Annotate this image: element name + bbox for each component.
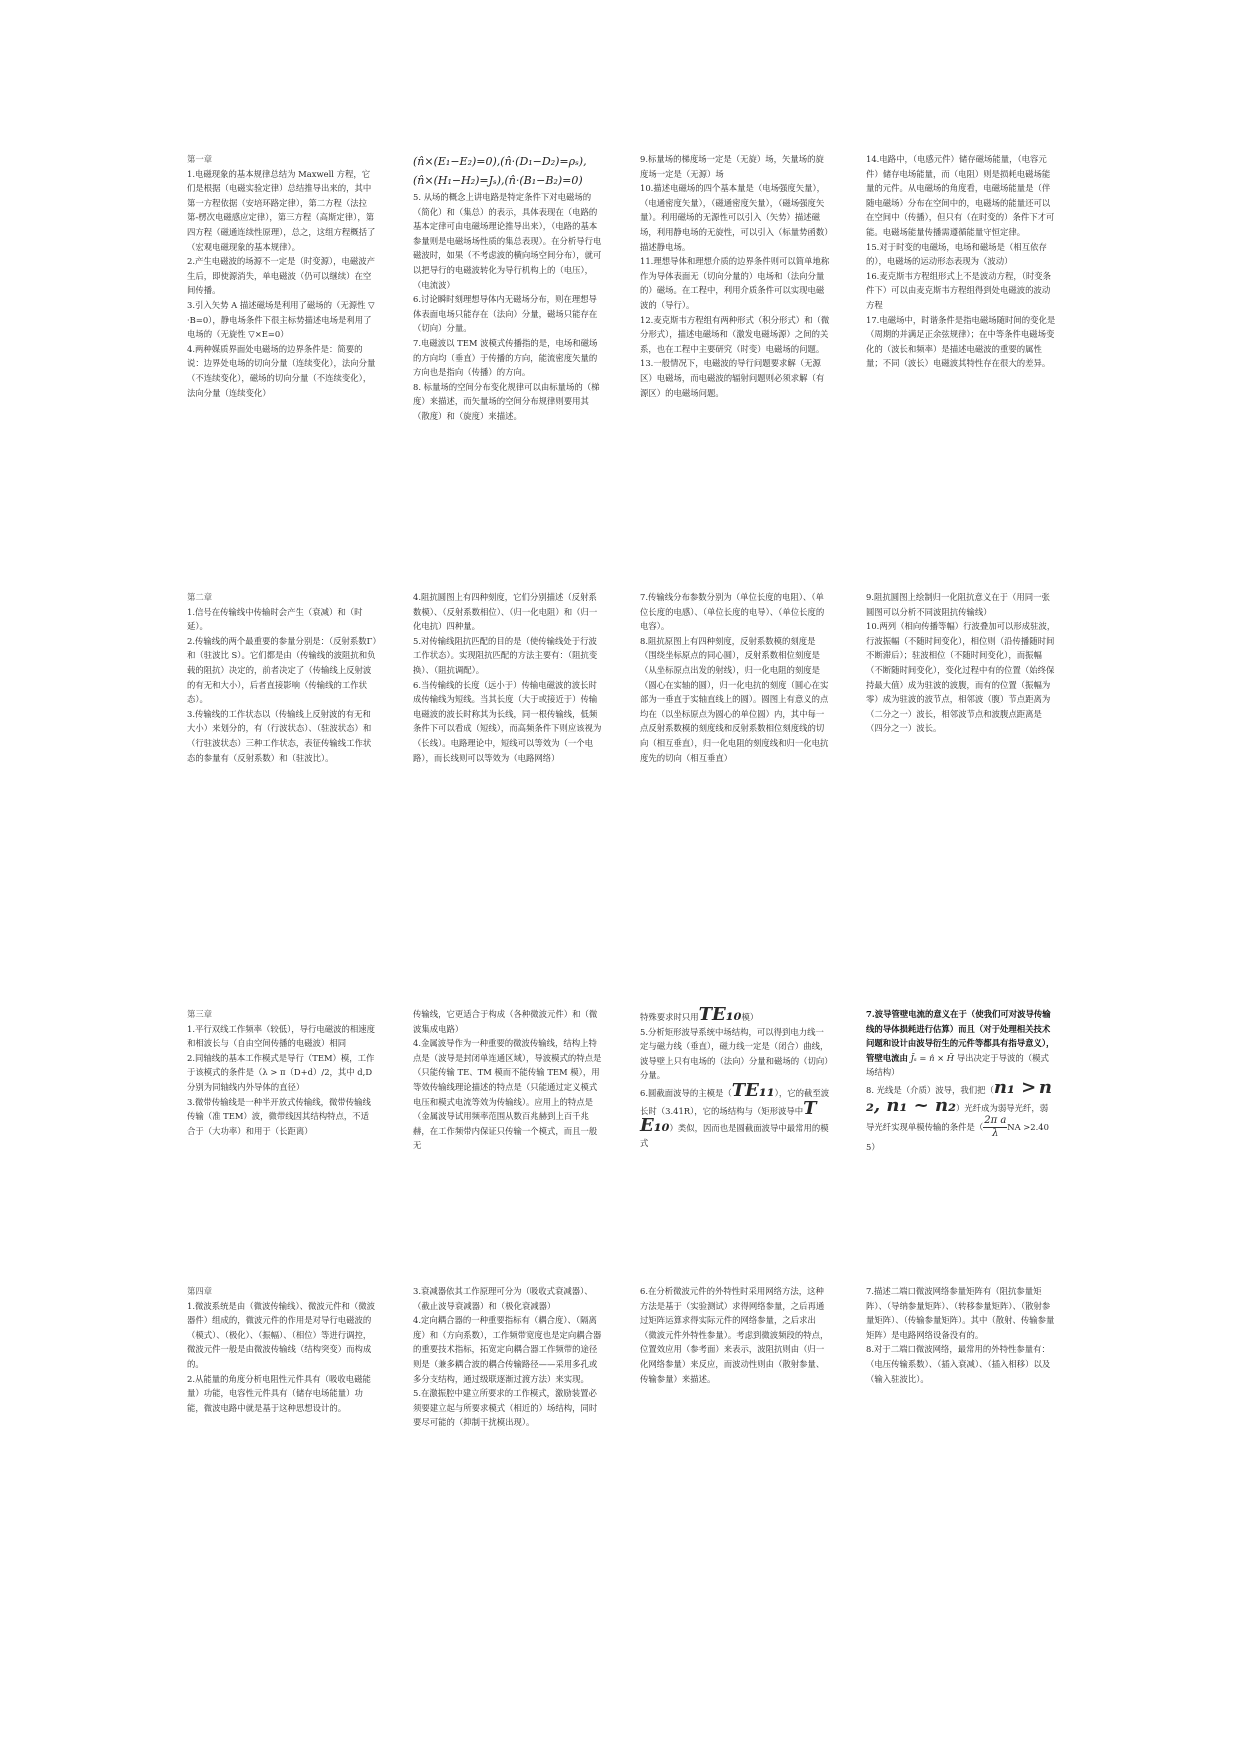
mode-symbol: TE₁₀: [640, 1097, 817, 1137]
mode-symbol: TE₁₁: [731, 1079, 775, 1101]
paragraph: 4.阻抗圆图上有四种刻度，它们分别描述（反射系数模）、（反射系数相位）、（归一化电阻）和（归一化电抗）四种量。: [413, 592, 598, 632]
chapter-title: 第三章: [187, 1009, 213, 1019]
chapter-title: 第四章: [187, 1286, 213, 1296]
text-span: ）光纤成为弱导光纤，弱导光纤实现单模传输的条件是（: [866, 1102, 1049, 1133]
paragraph: 2.传输线的两个最重要的参量分别是：（反射系数Γ）和（驻波比 S）。它们都是由（传输线的波阻抗和负载的阻抗）决定的，前者决定了（传输线上反射波的有无和大小），后者直接影响（传输线的工作状态）。: [187, 635, 377, 705]
paragraph: 7.传输线分布参数分别为（单位长度的电阻）、（单位长度的电感）、（单位长度的电导）、（单位长度的电容）。: [640, 592, 825, 632]
paragraph: 6.当传输线的长度（远小于）传输电磁波的波长时成传输线为短线。当其长度（大于或接近于）传输电磁波的波长时称其为长线，同一根传输线，低频条件下可以看成（短线），而高频条件下则应该视为（长线）。电路理论中，短线可以等效为（一个电路），而长线则可以等效为（电路网络）: [413, 679, 602, 763]
paragraph: 7.描述二端口微波网络参量矩阵有（阻抗参量矩阵）、（导纳参量矩阵）、（转移参量矩阵）、（散射参量矩阵）、（传输参量矩阵）。其中（散射、传输参量矩阵）是电路网络设备没有的。: [866, 1286, 1055, 1340]
ch2-column-4: [866, 590, 1056, 736]
paragraph: 10.两列（相向传播等幅）行波叠加可以形成驻波，行波振幅（不随时间变化），相位则（沿传播随时间不断滞后）；驻波相位（不随时间变化），而振幅（不断随时间变化），变化过程中有的位置（始终保持最大值）成为驻波的波腹，而有的位置（振幅为零）成为驻波的波节点，相邻波（腹）节点距离为（二分之一）波长，相邻波节点和波腹点距离是（四分之一）波长。: [866, 621, 1056, 734]
ch1-column-2: [413, 152, 603, 424]
text-span: NA >2.405）: [866, 1122, 1049, 1153]
paragraph: 4.定向耦合器的一种重要指标有（耦合度）、（隔离度）和（方向系数），工作频带宽度也是定向耦合器的重要技术指标，拓宽定向耦合器工作频带的途径则是（兼多耦合波的耦合传输路径——采用多孔或多分支结构，通过级联逐渐过渡方法）来实现。: [413, 1315, 602, 1384]
paragraph: 4.金属波导作为一种重要的微波传输线，结构上特点是（波导是封闭单连通区域），导波模式的特点是（只能传输 TE、TM 模而不能传输 TEM 模），用等效传输线理论描述的特点是（只能通过定义模式电压和模式电流等效为传输线）。应用上的特点是（金属波导试用频率范围从数百兆赫到上百千兆赫，在工作频带内保证只传输一个模式，而且一般无: [413, 1038, 602, 1151]
paragraph: 1.信号在传输线中传输时会产生（衰减）和（时延）。: [187, 606, 363, 632]
paragraph: 3.微带传输线是一种半开放式传输线，微带传输线传输（准 TEM）波，微带线因其结构特点，不适合于（大功率）和用于（长距离）: [187, 1096, 371, 1136]
paragraph: 11.理想导体和理想介质的边界条件则可以简单地称作为导体表面无（切向分量的）电场和（法向分量的）磁场。在工程中，利用介质条件可以实现电磁波的（导行）。: [640, 256, 830, 310]
paragraph: 12.麦克斯韦方程组有两种形式（积分形式）和（微分形式），描述电磁场和（激发电磁场源）之间的关系，也在工程中主要研究（时变）电磁场的问题。: [640, 314, 830, 354]
paragraph: 9.阻抗圆图上绘制归一化阻抗意义在于（用同一张圆图可以分析不同波阻抗传输线）: [866, 592, 1050, 617]
paragraph: 8. 标量场的空间分布变化规律可以由标量场的（梯度）来描述，而矢量场的空间分布规律则要用其（散度）和（旋度）来描述。: [413, 381, 600, 421]
fraction-denominator: λ: [983, 1127, 1007, 1140]
ch4-column-1: [187, 1284, 377, 1415]
paragraph: 3.传输线的工作状态以（传输线上反射波的有无和大小）来划分的，有（行波状态）、（驻波状态）和（行驻波状态）三种工作状态，表征传输线工作状态的参量有（反射系数）和（驻波比）。: [187, 708, 372, 763]
paragraph: [640, 1079, 830, 1150]
paragraph: 9.标量场的梯度场一定是（无旋）场，矢量场的旋度场一定是（无源）场: [640, 154, 824, 179]
ch4-column-3: [640, 1284, 830, 1386]
text-span: 特殊要求时只用: [640, 1012, 699, 1022]
ch4-column-4: [866, 1284, 1056, 1386]
paragraph: 8.对于二端口微波网络，最常用的外特性参量有：（电压传输系数）、（插入衰减）、（插入相移）以及（输入驻波比）。: [866, 1344, 1051, 1384]
paragraph: 15.对于时变的电磁场，电场和磁场是（相互依存的），电磁场的运动形态表现为（波动）: [866, 241, 1047, 267]
ch1-column-4: [866, 152, 1056, 371]
mode-symbol: TE₁₀: [698, 1004, 742, 1025]
ch3-column-3: [640, 1004, 830, 1150]
index-symbol: n₁ >: [993, 1076, 1037, 1098]
text-span: ），它的截至波长时（3.41R），它的场结构与（矩形波导中: [640, 1087, 830, 1116]
index-symbol: n₂, n₁ ~ n₂: [866, 1076, 1052, 1116]
ch3-column-2: [413, 1007, 603, 1153]
paragraph: 2.从能量的角度分析电阻性元件具有（吸收电磁能量）功能，电容性元件具有（储存电场能量）功能，微波电路中就是基于这种思想设计的。: [187, 1373, 371, 1413]
text-span: ）类似，因而也是圆截面波导中最常用的模式: [640, 1123, 829, 1148]
paragraph: 1.电磁现象的基本规律总结为 Maxwell 方程，它们是根据（电磁实验定律）总结推导出来的，其中第一方程依据（安培环路定律），第二方程（法拉第-楞次电磁感应定律），第三方程（高斯定律），第四方程（磁通连续性原理），总之，这组方程概括了（宏观电磁现象的基本规律）。: [187, 168, 376, 252]
ch1-column-1: [187, 152, 377, 400]
paragraph: 1.微波系统是由（微波传输线）、微波元件和（微波器件）组成的，微波元件的作用是对导行电磁波的（模式）、（极化）、（振幅）、（相位）等进行调控，微波元件一般是由微波传输线（结构突变）而构成的。: [187, 1300, 376, 1369]
paragraph: 5.对传输线阻抗匹配的目的是（使传输线处于行波工作状态）。实现阻抗匹配的方法主要有：（阻抗变换）、（阻抗调配）。: [413, 635, 598, 675]
paragraph: 3.衰减器依其工作原理可分为（吸收式衰减器）、（截止波导衰减器）和（极化衰减器）: [413, 1286, 593, 1311]
paragraph: 17.电磁场中，时谐条件是指电磁场随时间的变化是（周期的并满足正余弦规律）；在中等条件电磁场变化的（波长和频率）是描述电磁波的重要的属性量；不同（波长）电磁波其特性存在很大的差异。: [866, 314, 1056, 369]
paragraph: 3.引入矢势 A 描述磁场是利用了磁场的（无源性 ▽·B=0），静电场条件下很主标势描述电场是利用了电场的（无旋性 ▽×E=0）: [187, 299, 375, 340]
fraction: [983, 1115, 1007, 1140]
formula-line: (n̂×(E₁−E₂)=0),(n̂·(D₁−D₂)=ρₛ),: [413, 155, 587, 168]
chapter-title: 第二章: [187, 592, 213, 602]
chapter-title: 第一章: [187, 154, 213, 164]
ch2-column-1: [187, 590, 377, 765]
current-formula: J̄ₛ = n̂ × H̄: [910, 1052, 955, 1063]
text-span: 6.圆截面波导的主模是（: [640, 1087, 732, 1098]
paragraph: 传输线，它更适合于构成（各种微波元件）和（微波集成电路）: [413, 1009, 598, 1034]
text-span: 8. 光线是（介质）波导，我们把（: [866, 1084, 994, 1095]
paragraph: 2.同轴线的基本工作模式是导行（TEM）模，工作于该模式的条件是（λ > π（D+d）/2，其中 d,D 分别为同轴线内外导体的直径）: [187, 1052, 375, 1092]
paragraph: 6.在分析微波元件的外特性时采用网络方法，这种方法是基于（实验测试）求得网络参量，之后再通过矩阵运算求得实际元件的网络参量，之后求出（微波元件外特性参量）。考虑到微波频段的特点，位置效应用（参考面）来表示，波阻抗则由（归一化网络参量）来反应，而波动性则由（散射参量、传输参量）来描述。: [640, 1286, 829, 1384]
formula-line: (n̂×(H₁−H₂)=Jₛ),(n̂·(B₁−B₂)=0): [413, 174, 583, 187]
text-span: 导出决定于导波的（模式场结构）: [866, 1052, 1049, 1078]
ch2-column-3: [640, 590, 830, 765]
paragraph: 6.讨论瞬时刻理想导体内无磁场分布，则在理想导体表面电场只能存在（法向）分量，磁场只能存在（切向）分量。: [413, 294, 598, 334]
paragraph: [640, 1004, 830, 1025]
paragraph: [866, 1076, 1056, 1155]
paragraph: 16.麦克斯韦方程组形式上不是波动方程，（时变条件下）可以由麦克斯韦方程组得到处电磁波的波动方程: [866, 270, 1051, 310]
paragraph: 8.阻抗原图上有四种刻度，反射系数模的刻度是（围绕坐标原点的同心圆），反射系数相位刻度是（从坐标原点出发的射线），归一化电阻的刻度是（圆心在实轴的圆），归一化电抗的刻度（圆心在实部为一垂直于实轴直线上的圆）。圆图上有意义的点均在（以坐标原点为圆心的单位圆）内，其中每一点反射系数模的刻度线和反射系数相位刻度线的切向（相互垂直），归一化电阻的刻度线和归一化电抗度先的切向（相互垂直）: [640, 635, 829, 763]
ch3-column-1: [187, 1007, 377, 1138]
paragraph: 2.产生电磁波的场源不一定是（时变源），电磁波产生后，即使源消失，单电磁波（仍可以继续）在空间传播。: [187, 256, 376, 296]
text-span: 7.波导管壁电流的意义在于（使我们可对波导传输线的导体损耗进行估算）而且（对于处理相关技术问题和设计由波导衍生的元件等都具有指导意义），管壁电流由: [866, 1009, 1055, 1063]
ch3-column-4: [866, 1007, 1056, 1155]
fraction-numerator: 2π a: [984, 1115, 1007, 1127]
paragraph: 7.电磁波以 TEM 波模式传播指的是，电场和磁场的方向均（垂直）于传播的方向，能流密度矢量的方向也是指向（传播）的方向。: [413, 337, 598, 378]
paragraph: 5.在激振腔中建立所要求的工作模式，激励装置必须要建立起与所要求模式（相近的）场结构，同时要尽可能的（抑制干扰模出现）。: [413, 1388, 598, 1428]
text-span: 模）: [741, 1012, 759, 1022]
paragraph: 14.电路中，（电感元件）储存磁场能量，（电容元件）储存电场能量，而（电阻）则是损耗电磁场能量的元件。从电磁场的角度看，电磁场能量是（伴随电磁场）分布在空间中的，电磁场的能量还可以在空间中（传播），但只有（在时变的）条件下才可能。电磁场能量传播需遵循能量守恒定律。: [866, 154, 1055, 237]
paragraph: 13.一般情况下，电磁波的导行问题要求解（无源区）电磁场，而电磁波的辐射问题则必须求解（有源区）的电磁场问题。: [640, 358, 825, 398]
paragraph: 1.平行双线工作频率（较低），导行电磁波的相速度和相波长与（自由空间传播的电磁波）相同: [187, 1023, 376, 1049]
paragraph: 4.两种媒质界面处电磁场的边界条件是：简要的说：边界处电场的切向分量（连续变化），法向分量（不连续变化），磁场的切向分量（不连续变化），法向分量（连续变化）: [187, 343, 376, 398]
paragraph: 5.分析矩形波导系统中场结构，可以得到电力线一定与磁力线（垂直），磁力线一定是（闭合）曲线，波导壁上只有电场的（法向）分量和磁场的（切向）分量。: [640, 1026, 829, 1081]
boundary-formula: [413, 152, 603, 190]
paragraph: 5. 从场的概念上讲电路是特定条件下对电磁场的（简化）和（集总）的表示，具体表现在（电路的基本定律可由电磁场理论推导出来），（电路的基本参量则是电磁场场性质的集总表现）。在分析导行电磁波时，如果（不考虑波的横向场空间分布），就可以把导行的电磁波转化为导行机构上的（电压），（电流波）: [413, 192, 602, 290]
ch2-column-2: [413, 590, 603, 765]
ch1-column-3: [640, 152, 830, 400]
paragraph: [866, 1007, 1056, 1080]
ch4-column-2: [413, 1284, 603, 1430]
paragraph: 10.描述电磁场的四个基本量是（电场强度矢量），（电通密度矢量），（磁通密度矢量），（磁场强度矢量）。利用磁场的无源性可以引入（矢势）描述磁场，利用静电场的无旋性，可以引入（标量势函数）描述静电场。: [640, 183, 829, 252]
